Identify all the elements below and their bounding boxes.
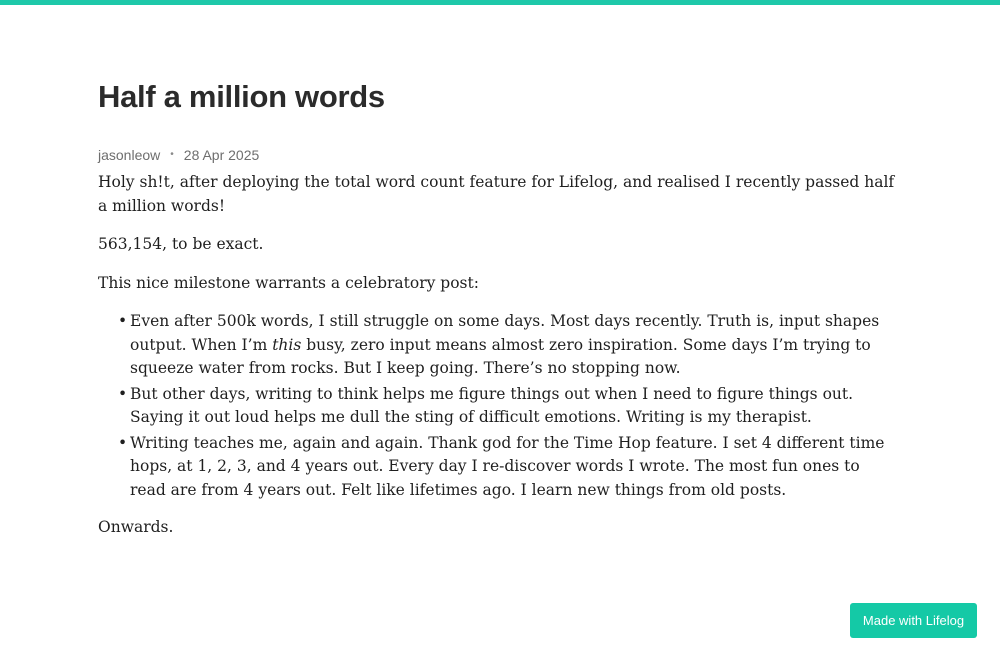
paragraph-lead: This nice milestone warrants a celebratory post: bbox=[98, 273, 479, 292]
list-item-text-before: Even after 500k words, I still struggle on some days. Most days recently. Truth is, input shapes output. When I’m bbox=[130, 312, 880, 354]
bullet-glyph: • bbox=[118, 312, 128, 330]
list-item-text: But other days, writing to think helps me figure things out when I need to figure things out. Saying it out loud helps me dull the sting of difficult emotions. Writing is my therapist. bbox=[130, 384, 854, 426]
list-item-emphasis: this bbox=[272, 335, 302, 354]
meta-separator: • bbox=[170, 149, 174, 160]
list-item bbox=[118, 383, 898, 430]
made-with-lifelog-button[interactable]: Made with Lifelog bbox=[850, 603, 977, 638]
list-item-text: Writing teaches me, again and again. Thank god for the Time Hop feature. I set 4 different time hops, at 1, 2, 3, and 4 years out. Every day I re-discover words I wrote. The most fun ones to read are from 4 years out. Felt like lifetimes ago. I learn new things from old posts. bbox=[130, 433, 885, 499]
bullet-glyph: • bbox=[118, 433, 128, 452]
post-title: Half a million words bbox=[98, 79, 385, 114]
post-date: 28 Apr 2025 bbox=[183, 147, 260, 163]
paragraph-count: 563,154, to be exact. bbox=[98, 235, 264, 253]
paragraph-closing: Onwards. bbox=[98, 518, 174, 536]
post-article bbox=[98, 78, 898, 555]
post-body bbox=[98, 171, 898, 540]
author-link[interactable]: jasonleow bbox=[98, 147, 161, 163]
paragraph-intro: Holy sh!t, after deploying the total word count feature for Lifelog, and realised I recently passed half a million words! bbox=[98, 173, 895, 215]
list-item bbox=[118, 310, 898, 381]
top-accent-bar bbox=[0, 0, 1000, 5]
bullet-glyph: • bbox=[118, 384, 128, 403]
list-item-text-after: busy, zero input means almost zero inspiration. Some days I’m trying to squeeze water from rocks. But I keep going. There’s no stopping now. bbox=[130, 335, 871, 377]
milestone-list bbox=[98, 310, 898, 502]
list-item bbox=[118, 432, 898, 503]
post-meta bbox=[98, 147, 898, 163]
